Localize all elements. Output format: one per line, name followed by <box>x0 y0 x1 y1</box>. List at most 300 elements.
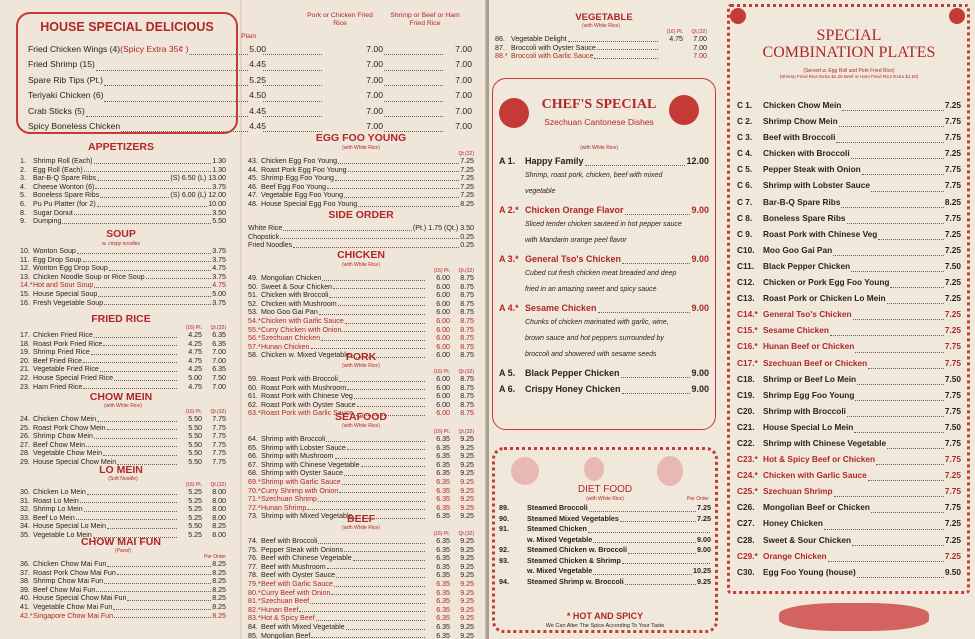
item-price: 8.25 <box>212 611 226 620</box>
item-name: Szechuan Shrimp <box>763 486 833 497</box>
item-number: 77. <box>248 562 258 571</box>
item-number: 44. <box>248 165 258 174</box>
item-number: 54.* <box>248 316 261 325</box>
item-name: Chicken Chow Mein <box>33 415 97 423</box>
item-number: 4. <box>20 182 26 191</box>
item-name: Steamed Shrimp w. Broccoli <box>527 576 624 586</box>
menu-item <box>20 348 226 357</box>
leader-dots <box>384 57 443 70</box>
item-price: 7.25 <box>944 550 961 561</box>
item-number: C17.* <box>737 357 758 368</box>
price-quart: 9.25 <box>460 579 474 588</box>
menu-item <box>20 357 226 366</box>
price-pint: 6.00 <box>436 334 450 343</box>
leader-dots <box>100 191 169 198</box>
price-header: Qt.(32) <box>210 409 226 415</box>
price-chicken-rice: 7.00 <box>366 59 383 70</box>
price-pint: 6.35 <box>436 512 450 521</box>
item-name: Egg Roll (Each) <box>33 165 83 174</box>
price-pint: 4.75 <box>188 348 202 357</box>
item-number: C20. <box>737 405 755 416</box>
menu-item <box>737 306 961 322</box>
leader-dots <box>94 281 211 288</box>
item-name: Wonton Soup <box>33 247 76 255</box>
item-price: 9.00 <box>697 534 711 544</box>
price-quart: 6.35 <box>212 331 226 339</box>
item-number: 9. <box>20 217 26 226</box>
item-name: Shrimp Chow Mein <box>33 432 93 441</box>
price-pint: 5.25 <box>188 513 202 522</box>
item-number: 25. <box>20 423 30 432</box>
egg-foo-young-title: EGG FOO YOUNG <box>315 132 407 144</box>
price-quart: 9.25 <box>460 588 474 597</box>
menu-item <box>20 273 226 282</box>
price-chicken-rice: 7.00 <box>366 121 383 132</box>
menu-item <box>248 300 474 309</box>
house-special-item <box>28 73 266 88</box>
item-name: Steamed Chicken w. Broccoli <box>527 545 627 554</box>
item-number: 62. <box>248 400 258 409</box>
menu-item <box>20 497 226 506</box>
item-name: Mongolian Chicken <box>261 274 322 282</box>
price-quart: 8.75 <box>460 274 474 282</box>
item-name: Shrimp with Oyster Sauce <box>261 469 344 478</box>
item-price: 10.00 <box>208 199 226 208</box>
price-quart: 8.75 <box>460 351 474 360</box>
item-number: 57.* <box>248 342 261 351</box>
item-number: 75. <box>248 545 258 554</box>
price-pint: 6.00 <box>436 392 450 401</box>
chow-mein-title: CHOW MEIN <box>89 391 153 403</box>
price-pint: 4.75 <box>188 382 202 391</box>
menu-item <box>20 415 226 424</box>
corner-flower-right-icon <box>949 8 965 24</box>
item-name: Shrimp Egg Foo Young <box>261 174 334 183</box>
leader-dots <box>384 73 443 86</box>
item-number: 43. <box>248 157 258 165</box>
item-number: 94. <box>499 576 509 586</box>
item-number: A 4.* <box>499 303 519 313</box>
leader-dots <box>321 334 425 341</box>
item-price: 9.00 <box>691 384 709 394</box>
leader-dots <box>622 556 710 565</box>
item-number: 69.* <box>248 477 261 486</box>
menu-item <box>20 577 226 586</box>
leader-dots <box>327 563 425 570</box>
item-description: Shrimp, roast pork, chicken, beef with mixed vegetable <box>525 172 663 195</box>
diet-food-sub: (with White Rice) <box>586 496 624 502</box>
leader-dots <box>96 57 248 70</box>
leader-dots <box>868 467 944 481</box>
seafood-list <box>248 423 474 521</box>
item-number: 12. <box>20 264 30 273</box>
leader-dots <box>319 308 425 315</box>
item-price: 7.25 <box>697 503 711 512</box>
house-special-item <box>28 119 266 134</box>
leader-dots <box>890 274 943 288</box>
item-name: Beef with Mushroom <box>261 562 326 571</box>
item-name: Chicken with Mushroom <box>261 299 337 308</box>
item-name: Beef with Mixed Vegetable <box>261 622 345 631</box>
item-name: Hunan Beef or Chicken <box>763 341 855 352</box>
item-number: 35. <box>20 530 30 539</box>
item-name: Chicken Noodle Soup or Rice Soup <box>33 272 145 281</box>
price-quart: 7.00 <box>212 356 226 365</box>
item-number: 15. <box>20 289 30 298</box>
item-number: C 6. <box>737 180 753 191</box>
price-quart: 8.75 <box>460 375 474 383</box>
item-description: Sliced tender chicken sauteed in hot pepper sauce with Mandarin orange peel flavor <box>525 221 682 244</box>
item-name: Shrimp or Beef Lo Mein <box>763 373 857 384</box>
price-pint: 5.50 <box>188 449 202 458</box>
price-quart: 7.00 <box>693 52 707 61</box>
item-number: 6. <box>20 199 26 208</box>
menu-item <box>737 113 961 129</box>
item-name: Mongolian Beef <box>261 631 311 639</box>
price-pint: 5.25 <box>188 496 202 505</box>
leader-dots <box>318 495 425 502</box>
item-name: Pepper Steak with Onions <box>261 545 344 554</box>
soup-subtitle: w. crispy noodles <box>101 241 141 247</box>
price-header: Qt.(32) <box>210 325 226 331</box>
leader-dots <box>876 451 944 465</box>
leader-dots <box>841 194 943 208</box>
price-pint: 5.50 <box>188 457 202 466</box>
price-pint: 6.00 <box>436 308 450 317</box>
leader-dots <box>307 504 425 511</box>
leader-dots <box>851 145 944 159</box>
menu-item <box>737 129 961 145</box>
item-name: Sesame Chicken <box>763 325 829 336</box>
leader-dots <box>189 42 248 55</box>
menu-item <box>20 174 226 183</box>
price-pint <box>659 52 683 61</box>
price-quart: 7.75 <box>212 432 226 441</box>
item-name: Beef with Garlic Sauce <box>261 579 333 588</box>
leader-dots <box>263 42 322 55</box>
item-name: Roast Pork with Chinese Veg <box>261 392 353 401</box>
leader-dots <box>344 191 459 198</box>
item-name: House Special Chow Mein <box>33 457 117 466</box>
price-pint: 5.25 <box>188 505 202 514</box>
item-price: 7.25 <box>944 293 961 304</box>
price-pint: 5.50 <box>188 415 202 423</box>
price-quart: 7.00 <box>212 348 226 357</box>
item-number: 27. <box>20 440 30 449</box>
item-number: 66. <box>248 452 258 461</box>
price-pint: 6.35 <box>436 537 450 545</box>
menu-item <box>248 632 474 639</box>
pork-sub: (with White Rice) <box>342 363 380 369</box>
item-number: 46. <box>248 182 258 191</box>
item-name: Shrimp Roll (Each) <box>33 157 93 165</box>
price-quart: 8.75 <box>460 325 474 334</box>
price-quart: 8.75 <box>460 383 474 392</box>
leader-dots <box>384 88 443 101</box>
item-price: 7.25 <box>944 244 961 255</box>
leader-dots <box>117 569 211 576</box>
item-price: 0.25 <box>460 232 474 241</box>
item-name: Bar-B-Q Spare Ribs <box>763 196 841 207</box>
item-number: 8. <box>20 208 26 217</box>
price-pint: 6.35 <box>436 588 450 597</box>
leader-dots <box>862 161 944 175</box>
price-shrimp-rice: 7.00 <box>455 90 472 101</box>
item-name: Chicken Orange Flavor <box>525 205 624 215</box>
item-name: Fried Noodles <box>248 241 293 250</box>
menu-item <box>495 35 707 44</box>
price-quart: 8.75 <box>460 291 474 300</box>
leader-dots <box>887 435 944 449</box>
item-name: Hunan Shrimp <box>261 503 307 512</box>
hot-spicy-note: * HOT AND SPICY <box>566 611 644 621</box>
item-name: Chicken with Broccoli <box>261 291 329 300</box>
item-number: 89. <box>499 503 509 512</box>
menu-item <box>737 97 961 113</box>
price-quart: 9.25 <box>460 443 474 452</box>
leader-dots <box>327 183 459 190</box>
price-quart: 8.25 <box>212 522 226 531</box>
item-price: 3.75 <box>212 247 226 255</box>
item-number: 16. <box>20 298 30 307</box>
price-header: (16) Pt. <box>433 429 450 435</box>
lo-mein-list <box>20 476 226 540</box>
side-order-title: SIDE ORDER <box>328 209 394 221</box>
item-number: 20. <box>20 356 30 365</box>
menu-right-page <box>489 0 975 639</box>
leader-dots <box>91 348 177 355</box>
price-header: (16) Pt. <box>433 369 450 375</box>
price-quart: 7.00 <box>693 43 707 52</box>
item-number: 71.* <box>248 495 261 504</box>
header-shrimp-beef: Shrimp or Beef or Ham Fried Rice <box>390 12 460 27</box>
menu-item <box>20 191 226 200</box>
chow-mein-list <box>20 403 226 467</box>
price-quart: 8.00 <box>212 513 226 522</box>
item-price: 9.00 <box>691 303 709 313</box>
leader-dots <box>851 258 944 272</box>
leader-dots <box>384 119 443 132</box>
item-number: C21. <box>737 421 755 432</box>
item-number: 87. <box>495 43 505 52</box>
price-header: Qt.(32) <box>458 268 474 274</box>
menu-item <box>737 210 961 226</box>
menu-item <box>248 200 474 209</box>
item-number: 23. <box>20 382 30 391</box>
price-pint: 6.00 <box>436 316 450 325</box>
menu-item <box>20 374 226 383</box>
menu-item <box>248 291 474 300</box>
item-number: 88.* <box>495 52 508 61</box>
item-price: 4.45 <box>249 105 266 116</box>
menu-item <box>20 383 226 392</box>
price-quart: 7.00 <box>212 382 226 391</box>
price-pint: 5.50 <box>188 440 202 449</box>
item-number: C18. <box>737 373 755 384</box>
leader-dots <box>62 217 211 224</box>
leader-dots <box>878 226 944 240</box>
item-number: 30. <box>20 488 30 496</box>
item-name: Sweet & Sour Chicken <box>763 534 852 545</box>
item-name: Roast Pork Egg Foo Young <box>261 165 347 174</box>
item-price: 8.25 <box>212 602 226 611</box>
item-description: Chunks of chicken marinated with garlic, wine, brown sauce and hot peppers surrounded by broccoli and showered with sesame seeds <box>525 319 669 358</box>
item-name: Sugar Donut <box>33 208 73 217</box>
menu-item <box>248 444 474 453</box>
item-name: Shrimp with Broccoli <box>261 435 326 443</box>
menu-item <box>737 564 961 580</box>
leader-dots <box>94 157 212 164</box>
item-number: A 5. <box>499 368 516 378</box>
beef-sub: (with White Rice) <box>342 525 380 531</box>
item-price: 0.25 <box>460 241 474 250</box>
price-quart: 9.25 <box>460 435 474 443</box>
price-quart: 9.25 <box>460 554 474 563</box>
menu-item <box>737 451 961 467</box>
item-price: 7.75 <box>944 341 961 352</box>
diet-icon-left <box>511 457 539 485</box>
item-name: Boneless Spare Ribs <box>33 191 100 200</box>
item-name: Spare Rib Tips (Pt.) <box>28 74 103 85</box>
leader-dots <box>84 505 177 512</box>
item-number: 91. <box>499 524 509 533</box>
item-price: 7.25 <box>944 470 961 481</box>
price-pint: 6.35 <box>436 503 450 512</box>
item-price: 7.75 <box>944 164 961 175</box>
item-price: 7.25 <box>460 174 474 183</box>
house-special-item <box>28 42 266 57</box>
leader-dots <box>107 522 177 529</box>
price-pint: 6.00 <box>436 342 450 351</box>
item-number: 41. <box>20 602 30 611</box>
item-price: 4.50 <box>249 90 266 101</box>
menu-item <box>20 340 226 349</box>
menu-item <box>248 597 474 606</box>
item-number: 58. <box>248 351 258 360</box>
leader-dots <box>839 113 944 127</box>
price-quart: 7.75 <box>212 457 226 466</box>
item-name: Shrimp with Garlic Sauce <box>261 477 341 486</box>
beef-title: BEEF <box>346 513 375 525</box>
house-special-extra-row <box>262 104 472 119</box>
item-name: Fried Shrimp (15) <box>28 59 95 70</box>
item-name: Beef Egg Foo Young <box>261 182 327 191</box>
item-name: Chicken w. Mixed Vegetable <box>261 351 350 360</box>
leader-dots <box>868 355 944 369</box>
item-number: 39. <box>20 585 30 594</box>
menu-item <box>495 52 707 61</box>
chefs-special-title: CHEF'S SPECIAL <box>541 97 657 112</box>
item-number: 52. <box>248 299 258 308</box>
menu-item <box>499 503 711 514</box>
item-name: Orange Chicken <box>763 550 827 561</box>
item-name: Black Pepper Chicken <box>763 260 851 271</box>
chefs-special-list <box>499 155 709 399</box>
item-price: 3.75 <box>212 298 226 307</box>
menu-item <box>20 424 226 433</box>
price-quart: 8.00 <box>212 488 226 496</box>
price-quart: 8.75 <box>460 282 474 291</box>
leader-dots <box>358 200 459 207</box>
item-number: 60. <box>248 383 258 392</box>
item-number: C19. <box>737 389 755 400</box>
menu-item <box>737 483 961 499</box>
item-number: 84. <box>248 622 258 631</box>
item-price: 10.25 <box>693 566 711 575</box>
combo-title-line-1: SPECIAL <box>816 27 882 44</box>
item-name: Dumping <box>33 217 62 226</box>
item-price: 8.25 <box>944 196 961 207</box>
price-shrimp-rice: 7.00 <box>455 59 472 70</box>
item-price: 9.00 <box>697 545 711 554</box>
menu-item <box>737 403 961 419</box>
price-pint: 6.35 <box>436 622 450 631</box>
price-pint <box>659 44 683 53</box>
menu-item <box>737 322 961 338</box>
item-price: 3.75 <box>212 255 226 264</box>
hot-spicy-sub: We Can Alter The Spice According To Your Taste <box>545 623 665 629</box>
leader-dots <box>87 488 177 495</box>
item-number: A 2.* <box>499 205 519 215</box>
leader-dots <box>871 499 944 513</box>
leader-dots <box>263 88 322 101</box>
menu-item <box>20 166 226 175</box>
leader-dots <box>348 166 460 173</box>
price-pint: 6.00 <box>436 282 450 291</box>
item-number: 80.* <box>248 588 261 597</box>
price-pint: 6.35 <box>436 460 450 469</box>
chefs-special-subtitle: Szechuan Cantonese Dishes <box>544 117 654 127</box>
leader-dots <box>94 432 177 439</box>
item-number: 22. <box>20 373 30 382</box>
leader-dots <box>103 449 177 456</box>
leader-dots <box>834 483 944 497</box>
item-price: 8.25 <box>212 568 226 577</box>
menu-item <box>20 432 226 441</box>
item-name: Shrimp Chow Mein <box>763 116 838 127</box>
leader-dots <box>588 524 710 533</box>
menu-item <box>20 331 226 340</box>
item-name: Roast Pork with Oyster Sauce <box>261 400 356 409</box>
menu-item <box>737 387 961 403</box>
item-name: Singapore Chow Mai Fun <box>33 611 114 620</box>
item-number: C29.* <box>737 550 758 561</box>
leader-dots <box>146 273 212 280</box>
item-number: 5. <box>20 191 26 200</box>
menu-item <box>499 524 711 535</box>
leader-dots <box>857 564 944 578</box>
item-name: Chicken with Broccoli <box>763 148 850 159</box>
house-special-extra-row <box>262 73 472 88</box>
leader-dots <box>104 88 248 101</box>
item-number: 40. <box>20 594 30 603</box>
item-name: Shrimp with Mushroom <box>261 452 334 461</box>
price-quart: 9.25 <box>460 631 474 639</box>
item-name: House Special Egg Foo Young <box>261 199 358 208</box>
leader-dots <box>263 119 322 132</box>
price-quart: 8.00 <box>212 496 226 505</box>
item-number: 92. <box>499 545 509 554</box>
leader-dots <box>354 392 425 399</box>
price-quart: 7.50 <box>212 373 226 382</box>
item-name: Chicken Egg Foo Young <box>261 157 338 165</box>
price-pint: 6.00 <box>436 299 450 308</box>
item-price: 4.45 <box>249 59 266 70</box>
item-number: 85. <box>248 631 258 639</box>
leader-dots <box>100 365 177 372</box>
leader-dots <box>593 535 696 544</box>
price-shrimp-rice: 7.00 <box>455 105 472 116</box>
